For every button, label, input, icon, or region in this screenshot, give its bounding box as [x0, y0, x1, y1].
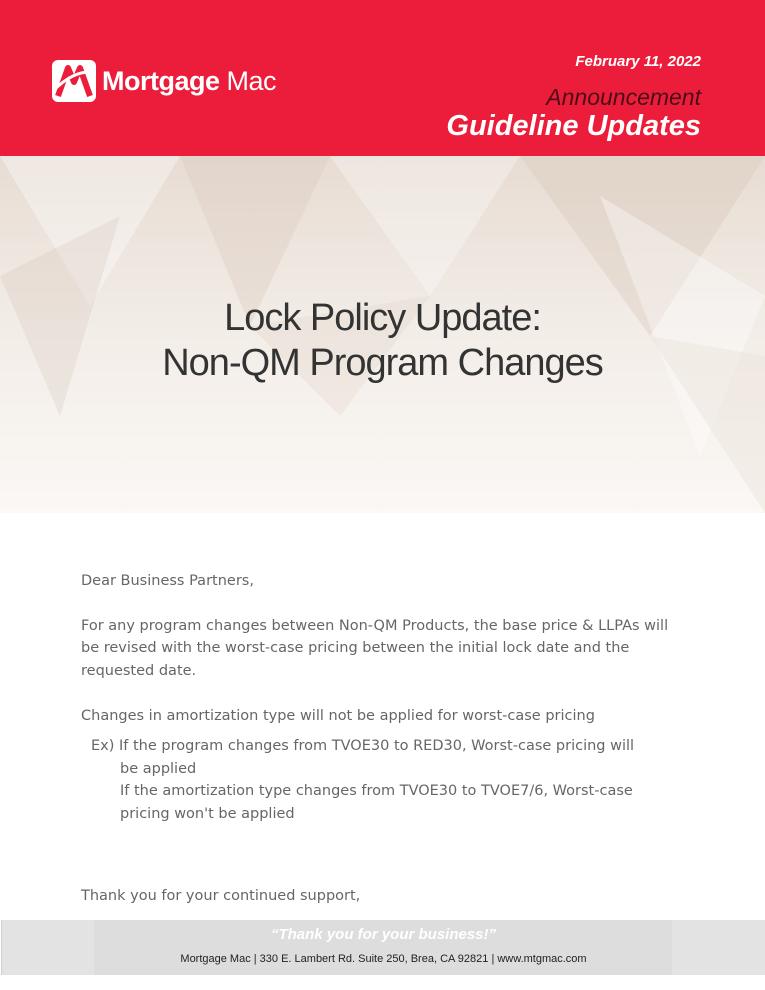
logo-wordmark: Mortgage Mac — [102, 65, 277, 96]
greeting: Dear Business Partners, — [81, 572, 254, 589]
hero-title-line-1: Lock Policy Update: — [224, 297, 541, 339]
example-line-2-continuation: pricing won't be applied — [120, 805, 295, 822]
announcement-header — [0, 0, 765, 156]
closing-line: Thank you for your continued support, — [81, 887, 361, 904]
announcement-kicker: Announcement — [546, 84, 701, 110]
example-line-2: If the amortization type changes from TVOE30 to TVOE7/6, Worst-case — [120, 783, 633, 799]
announcement-date: February 11, 2022 — [575, 53, 701, 70]
example-line-1: Ex) If the program changes from TVOE30 to RED30, Worst-case pricing will — [91, 738, 635, 754]
footer-quote: “Thank you for your business!” — [270, 926, 497, 943]
intro-paragraph: For any program changes between Non-QM Products, the base price & LLPAs will be revised with the worst-case pricing between the initial lock date and the requested date. — [81, 617, 669, 679]
footer-address: Mortgage Mac | 330 E. Lambert Rd. Suite 250, Brea, CA 92821 | www.mtgmac.com — [180, 953, 587, 965]
hero-title-line-2: Non-QM Program Changes — [162, 342, 603, 384]
logo-mark-icon — [52, 60, 96, 102]
hero-title — [0, 296, 765, 386]
mortgage-mac-logo — [52, 60, 276, 102]
announcement-title: Guideline Updates — [446, 110, 701, 142]
emphasis-line: Changes in amortization type will not be applied for worst-case pricing — [81, 707, 595, 724]
example-line-1-continuation: be applied — [120, 760, 197, 777]
example-block — [91, 735, 651, 825]
footer — [1, 920, 765, 975]
hero-banner — [0, 156, 765, 513]
